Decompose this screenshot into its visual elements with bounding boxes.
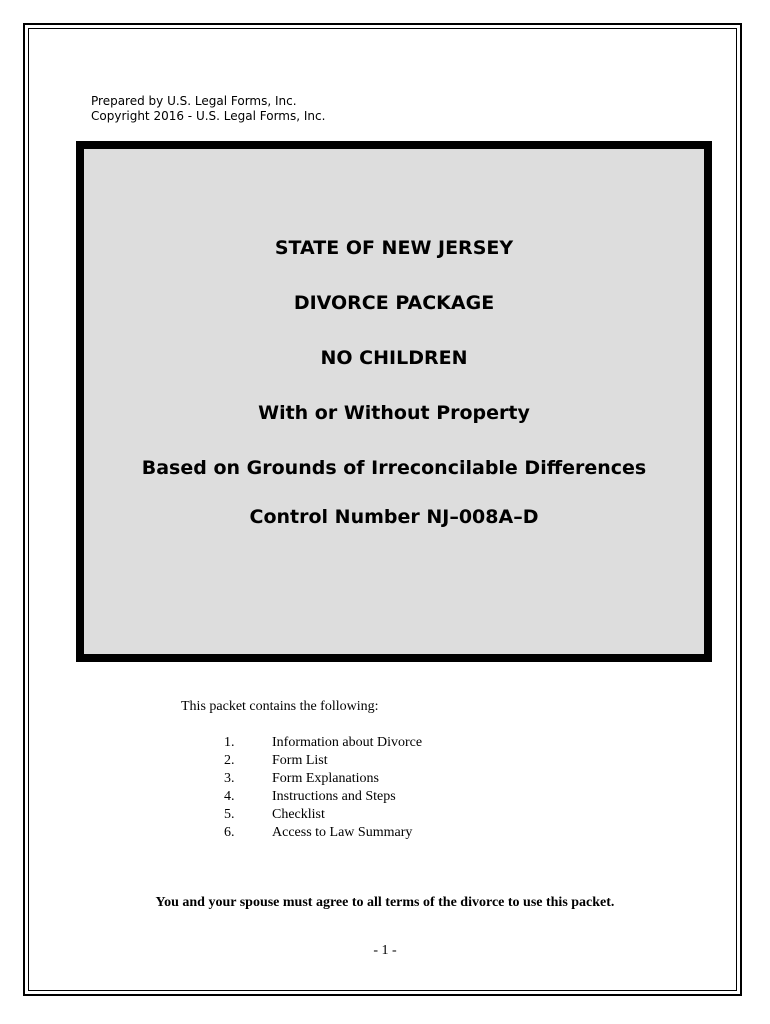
grounds-title: Based on Grounds of Irreconcilable Differences xyxy=(141,457,647,479)
contents-intro: This packet contains the following: xyxy=(181,699,379,714)
list-item-label: Form List xyxy=(272,753,328,768)
list-item-number: 6. xyxy=(224,825,235,840)
prepared-by-text: Prepared by U.S. Legal Forms, Inc. xyxy=(91,94,297,108)
list-item-label: Information about Divorce xyxy=(272,735,423,750)
control-number: Control Number NJ–008A–D xyxy=(249,506,539,528)
list-item xyxy=(224,734,422,752)
package-title: DIVORCE PACKAGE xyxy=(293,292,495,314)
copyright-text: Copyright 2016 - U.S. Legal Forms, Inc. xyxy=(91,109,326,123)
list-item-label: Access to Law Summary xyxy=(272,825,413,840)
list-item-label: Checklist xyxy=(272,807,325,822)
list-item xyxy=(224,806,422,824)
list-item xyxy=(224,788,422,806)
state-title: STATE OF NEW JERSEY xyxy=(274,237,514,259)
preparer-notice xyxy=(91,94,325,124)
list-item xyxy=(224,752,422,770)
list-item-number: 5. xyxy=(224,807,235,822)
list-item-label: Instructions and Steps xyxy=(272,789,396,804)
list-item-number: 1. xyxy=(224,735,235,750)
children-title: NO CHILDREN xyxy=(320,347,468,369)
list-item-number: 2. xyxy=(224,753,235,768)
page-number: - 1 - xyxy=(373,943,397,958)
title-box xyxy=(76,141,712,662)
list-item xyxy=(224,824,422,842)
property-title: With or Without Property xyxy=(258,402,530,424)
agreement-warning: You and your spouse must agree to all terms of the divorce to use this packet. xyxy=(155,895,615,910)
list-item-label: Form Explanations xyxy=(272,771,379,786)
list-item xyxy=(224,770,422,788)
contents-list xyxy=(224,734,422,842)
list-item-number: 4. xyxy=(224,789,235,804)
list-item-number: 3. xyxy=(224,771,235,786)
